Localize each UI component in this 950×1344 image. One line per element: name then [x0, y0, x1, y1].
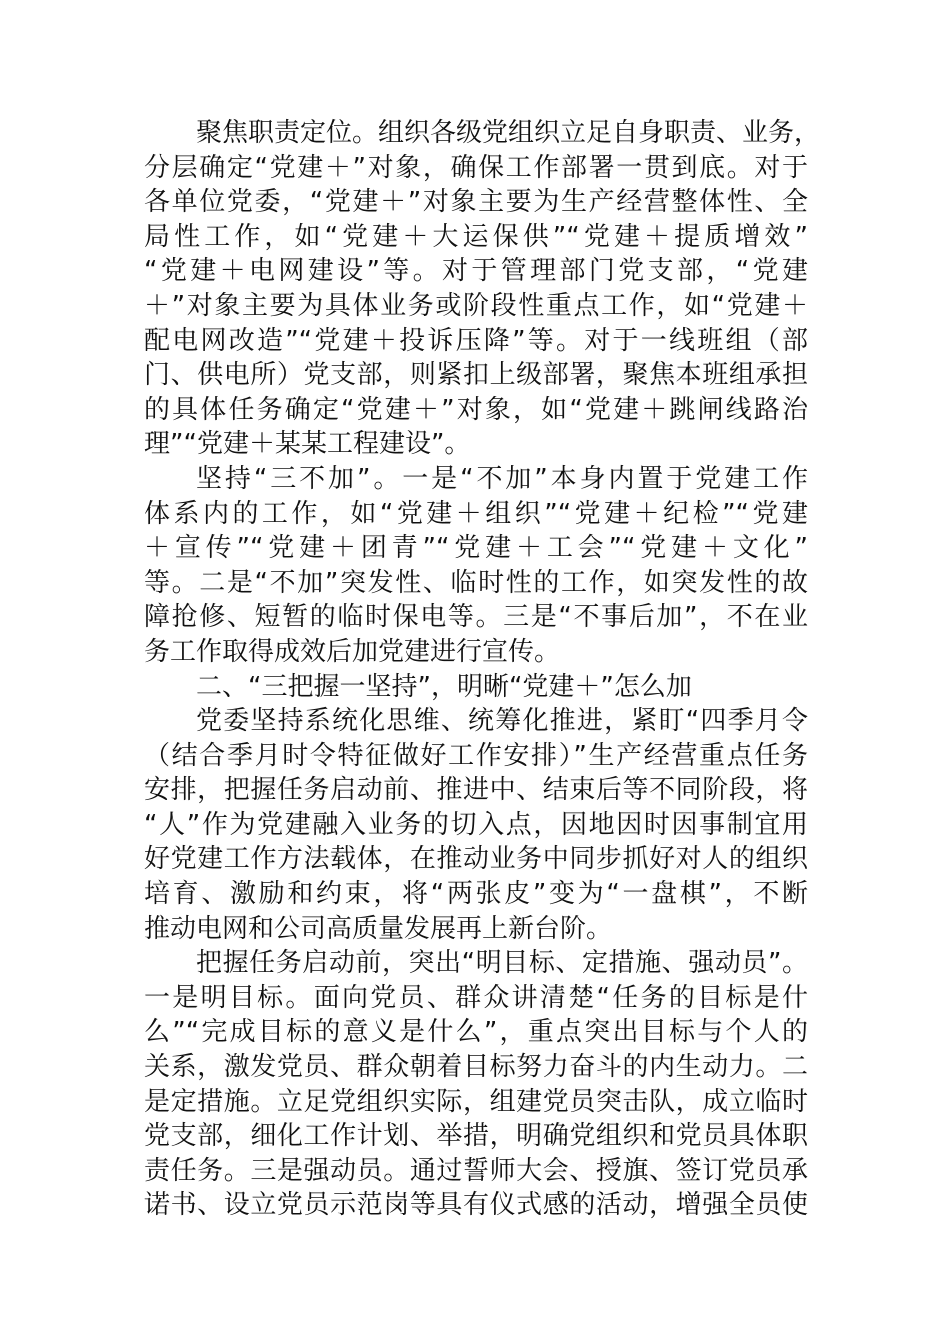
paragraph-line: 的具体任务确定“党建＋”对象，如“党建＋跳闸线路治 — [144, 394, 808, 425]
paragraph-line: 关系，激发党员、群众朝着目标努力奋斗的内生动力。二 — [144, 1052, 808, 1083]
paragraph-line: （结合季月时令特征做好工作安排）”生产经营重点任务 — [144, 740, 808, 771]
paragraph-line: ＋”对象主要为具体业务或阶段性重点工作，如“党建＋ — [144, 290, 808, 321]
paragraph-line: 聚焦职责定位。组织各级党组织立足自身职责、业务， — [196, 118, 821, 148]
paragraph-line: 局性工作，如“党建＋大运保供”“党建＋提质增效” — [144, 221, 808, 252]
paragraph-line: 坚持“三不加”。一是“不加”本身内置于党建工作 — [196, 463, 808, 494]
paragraph-line: “人”作为党建融入业务的切入点，因地因时因事制宜用 — [144, 809, 808, 840]
section-heading: 二、“三把握一坚持”，明晰“党建＋”怎么加 — [196, 671, 692, 702]
paragraph-line: 责任务。三是强动员。通过誓师大会、授旗、签订党员承 — [144, 1155, 808, 1186]
paragraph-line: 门、供电所）党支部，则紧扣上级部署，聚焦本班组承担 — [144, 360, 808, 391]
paragraph-line: 等。二是“不加”突发性、临时性的工作，如突发性的故 — [144, 567, 808, 598]
paragraph-line: 党委坚持系统化思维、统筹化推进，紧盯“四季月令 — [196, 706, 808, 737]
document-body — [144, 116, 821, 1223]
paragraph-line: 体系内的工作，如“党建＋组织”“党建＋纪检”“党建 — [144, 498, 808, 529]
paragraph-line: 一是明目标。面向党员、群众讲清楚“任务的目标是什 — [144, 982, 808, 1013]
paragraph-line: 务工作取得成效后加党建进行宣传。 — [144, 636, 561, 667]
paragraph-line: 好党建工作方法载体，在推动业务中同步抓好对人的组织 — [144, 844, 808, 875]
paragraph-line: 推动电网和公司高质量发展再上新台阶。 — [144, 913, 613, 944]
paragraph-line: 各单位党委，“党建＋”对象主要为生产经营整体性、全 — [144, 187, 808, 218]
paragraph-line: 诺书、设立党员示范岗等具有仪式感的活动，增强全员使 — [144, 1190, 808, 1221]
paragraph-line: 障抢修、短暂的临时保电等。三是“不事后加”，不在业 — [144, 602, 808, 633]
paragraph-line: 安排，把握任务启动前、推进中、结束后等不同阶段，将 — [144, 775, 808, 806]
paragraph-line: ＋宣传”“党建＋团青”“党建＋工会”“党建＋文化” — [144, 533, 808, 564]
paragraph-line: 么”“完成目标的意义是什么”，重点突出目标与个人的 — [144, 1017, 808, 1048]
paragraph-line: 培育、激励和约束，将“两张皮”变为“一盘棋”，不断 — [144, 879, 808, 910]
paragraph-line: 理”“党建＋某某工程建设”。 — [144, 429, 471, 460]
paragraph-line: “党建＋电网建设”等。对于管理部门党支部，“党建 — [144, 256, 808, 287]
paragraph-line: 把握任务启动前，突出“明目标、定措施、强动员”。 — [196, 948, 808, 979]
paragraph-line: 分层确定“党建＋”对象，确保工作部署一贯到底。对于 — [144, 152, 808, 183]
paragraph-line: 是定措施。立足党组织实际，组建党员突击队，成立临时 — [144, 1086, 808, 1117]
paragraph-line: 配电网改造”“党建＋投诉压降”等。对于一线班组（部 — [144, 325, 808, 356]
paragraph-line: 党支部，细化工作计划、举措，明确党组织和党员具体职 — [144, 1121, 808, 1152]
